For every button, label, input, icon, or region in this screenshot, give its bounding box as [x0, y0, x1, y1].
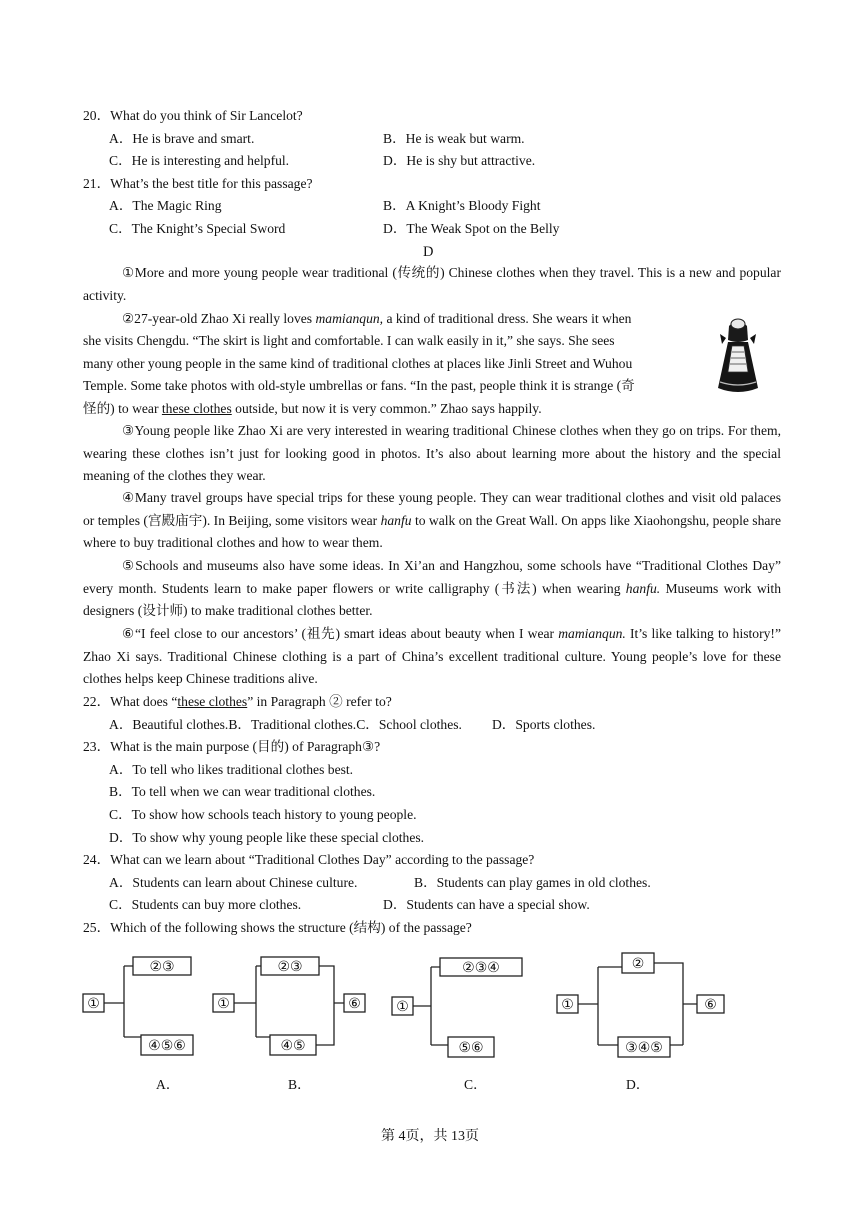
q21-option-a: A．The Magic Ring — [109, 198, 222, 213]
q21-option-d: D．The Weak Spot on the Belly — [383, 221, 560, 236]
diagram-d-top: ② — [631, 956, 645, 972]
diagram-d-bottom: ③④⑤ — [625, 1040, 663, 1056]
diagram-d-root: ① — [561, 997, 574, 1013]
diagram-d-label: D． — [626, 1077, 650, 1092]
paragraph-2-line-2: she visits Chengdu. “The skirt is light and comfortable. I can walk easily in it,” she says. She sees — [83, 333, 615, 348]
paragraph-1 — [83, 262, 781, 307]
q24-option-b: B．Students can play games in old clothes. — [414, 875, 651, 890]
q20-option-c: C．He is interesting and helpful. — [109, 153, 290, 168]
diagram-a-top: ②③ — [149, 959, 175, 975]
diagram-a-root: ① — [87, 996, 100, 1012]
q22-option-d: D．Sports clothes. — [491, 717, 596, 732]
q23-option-c: C．To show how schools teach history to young people. — [109, 807, 417, 822]
diagram-d-right: ⑥ — [704, 997, 717, 1013]
q25-stem: 25．Which of the following shows the structure (结构) of the passage? — [83, 920, 472, 935]
q22-stem: 22．What does “these clothes” in Paragraph ② refer to? — [83, 694, 392, 709]
diagram-b-bottom: ④⑤ — [280, 1038, 306, 1054]
paragraph-2-line-5: 怪的) to wear these clothes outside, but now it is very common.” Zhao says happily. — [83, 401, 542, 416]
q20-option-a: A．He is brave and smart. — [109, 131, 255, 146]
paragraph-2-line-1: ②27-year-old Zhao Xi really loves mamianqun, a kind of traditional dress. She wears it when — [122, 311, 632, 326]
diagram-a-label: A． — [156, 1077, 180, 1092]
q24-option-d: D．Students can have a special show. — [383, 897, 590, 912]
paragraph-5: ⑤Schools and museums also have some ideas. In Xi’an and Hangzhou, some schools have “Traditional Clothes Day” every month. Students learn to make paper flowers or write calligraphy (书法) when wearing hanfu. Museums work with designers (设计师) to make traditional clothes better. — [83, 558, 781, 619]
q21-stem: 21．What’s the best title for this passage? — [83, 176, 313, 191]
paragraph-2-line-4: Temple. Some take photos with old-style umbrellas or fans. “In the past, people think it is strange (奇 — [83, 378, 635, 393]
q22-options — [109, 716, 595, 734]
diagram-c-top: ②③④ — [462, 960, 500, 976]
q23-option-a: A．To tell who likes traditional clothes best. — [109, 762, 354, 777]
q23-option-b: B．To tell when we can wear traditional clothes. — [109, 784, 376, 799]
q23-option-d: D．To show why young people like these special clothes. — [109, 830, 425, 845]
diagram-c-label: C． — [464, 1077, 487, 1092]
mamianqun-illustration — [712, 316, 764, 398]
paragraph-3-text: ③Young people like Zhao Xi are very interested in wearing traditional Chinese clothes when they go on trips. For them, wearing these clothes isn’t just for looking good in photos. It’s also about learning more about the history and the special meaning of the clothes they wear. — [83, 423, 781, 484]
q20-option-d: D．He is shy but attractive. — [383, 153, 536, 168]
diagram-c-root: ① — [396, 999, 409, 1015]
paragraph-6: ⑥“I feel close to our ancestors’ (祖先) smart ideas about beauty when I wear mamianqun. It’s like talking to history!” Zhao Xi says. Traditional Chinese clothing is a part of China’s excellent traditional culture. Young people’s love for these clothes helps keep Chinese traditions alive. — [83, 626, 781, 687]
q21-option-b: B．A Knight’s Bloody Fight — [383, 198, 541, 213]
q23-stem: 23．What is the main purpose (目的) of Paragraph③? — [83, 739, 381, 754]
diagram-b-top: ②③ — [277, 959, 303, 975]
diagram-c-bottom: ⑤⑥ — [458, 1040, 484, 1056]
q22-option-a: A．Beautiful clothes. — [109, 717, 229, 732]
paragraph-2-line-3: many other young people in the same kind of traditional clothes at places like Jinli Street and Wuhou — [83, 356, 633, 371]
q24-option-c: C．Students can buy more clothes. — [109, 897, 302, 912]
paragraph-3 — [83, 420, 781, 488]
diagram-b-right: ⑥ — [348, 996, 361, 1012]
q20-option-b: B．He is weak but warm. — [383, 131, 525, 146]
page-footer: 第 4页，共 13页 — [381, 1129, 479, 1144]
q22-option-c: C．School clothes. — [356, 717, 462, 732]
section-heading: D — [423, 244, 434, 260]
structure-diagrams — [0, 945, 860, 1070]
q24-option-a: A．Students can learn about Chinese culture. — [109, 875, 358, 890]
paragraph-1-text: ①More and more young people wear traditional (传统的) Chinese clothes when they travel. This is a new and popular activity. — [83, 265, 781, 303]
q21-option-c: C．The Knight’s Special Sword — [109, 221, 286, 236]
diagram-b-label: B． — [288, 1077, 311, 1092]
q24-stem: 24．What can we learn about “Traditional Clothes Day” according to the passage? — [83, 852, 535, 867]
paragraph-4: ④Many travel groups have special trips for these young people. They can wear traditional clothes and visit old palaces or temples (宫殿庙宇). In Beijing, some visitors wear hanfu to walk on the Great Wall. On apps like Xiaohongshu, people share where to buy traditional clothes and how to wear them. — [83, 490, 781, 551]
q20-stem: 20．What do you think of Sir Lancelot? — [83, 108, 303, 123]
diagram-a-bottom: ④⑤⑥ — [148, 1038, 186, 1054]
diagram-b-root: ① — [217, 996, 230, 1012]
q22-option-b: B．Traditional clothes. — [228, 717, 357, 732]
